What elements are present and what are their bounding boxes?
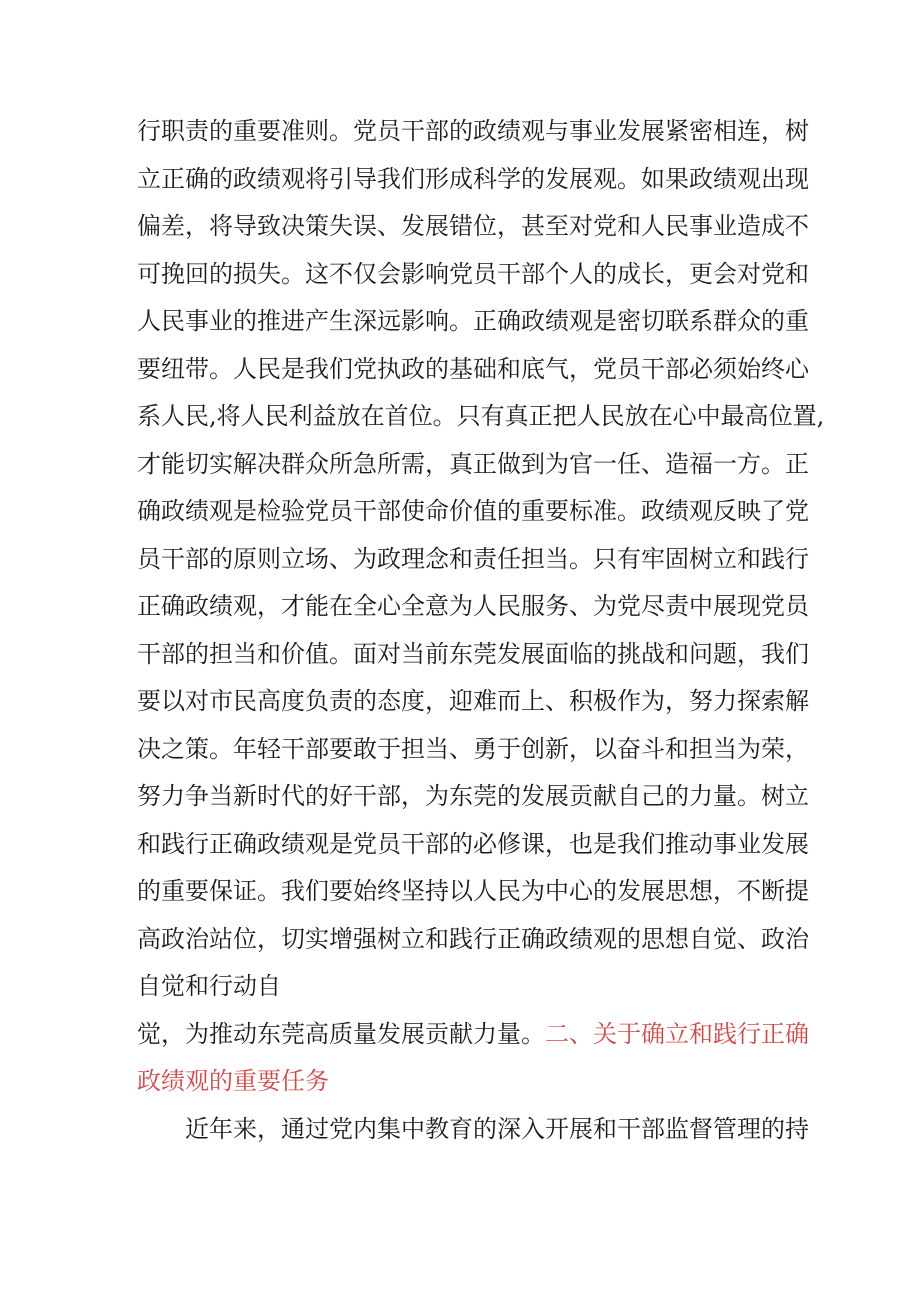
text-line: 自觉和行动自 [137, 972, 281, 1000]
text-line: 要以对市民高度负责的态度，迎难而上、积极作为，努力探索解 [137, 687, 809, 715]
text-line: 确政绩观是检验党员干部使命价值的重要标准。政绩观反映了党 [137, 497, 809, 525]
text-line: 才能切实解决群众所急所需，真正做到为官一任、造福一方。正 [137, 449, 809, 478]
text-line: 和践行正确政绩观是党员干部的必修课，也是我们推动事业发展 [137, 829, 809, 858]
text-line: 系人民,将人民利益放在首位。只有真正把人民放在心中最高位置, [137, 402, 825, 430]
text-line: 的重要保证。我们要始终坚持以人民为中心的发展思想，不断提 [137, 877, 809, 905]
section-heading-continued: 政绩观的重要任务 [137, 1067, 329, 1095]
text-line: 决之策。年轻干部要敢于担当、勇于创新，以奋斗和担当为荣， [137, 734, 809, 763]
text-line: 员干部的原则立场、为政理念和责任担当。只有牢固树立和践行 [137, 544, 809, 573]
text-line: 高政治站位，切实增强树立和践行正确政绩观的思想自觉、政治 [137, 924, 809, 953]
text-line: 要纽带。人民是我们党执政的基础和底气，党员干部必须始终心 [137, 354, 809, 383]
section-heading: 二、关于确立和践行正确 [545, 1019, 809, 1048]
text-fragment: 觉，为推动东莞高质量发展贡献力量。 [137, 1019, 545, 1048]
body-text [137, 108, 825, 1153]
text-line: 正确政绩观，才能在全心全意为人民服务、为党尽责中展现党员 [137, 592, 809, 620]
text-line: 行职责的重要准则。党员干部的政绩观与事业发展紧密相连，树 [137, 117, 809, 145]
text-line: 努力争当新时代的好干部，为东莞的发展贡献自己的力量。树立 [137, 782, 809, 810]
mixed-line [137, 1011, 809, 1059]
text-line: 偏差，将导致决策失误、发展错位，甚至对党和人民事业造成不 [137, 212, 809, 240]
text-line: 人民事业的推进产生深远影响。正确政绩观是密切联系群众的重 [137, 307, 809, 335]
text-line: 可挽回的损失。这不仅会影响党员干部个人的成长，更会对党和 [137, 259, 809, 288]
text-line: 干部的担当和价值。面对当前东莞发展面临的挑战和问题，我们 [137, 639, 809, 668]
text-line: 立正确的政绩观将引导我们形成科学的发展观。如果政绩观出现 [137, 164, 809, 193]
paragraph-first-line: 近年来，通过党内集中教育的深入开展和干部监督管理的持 [185, 1114, 809, 1143]
